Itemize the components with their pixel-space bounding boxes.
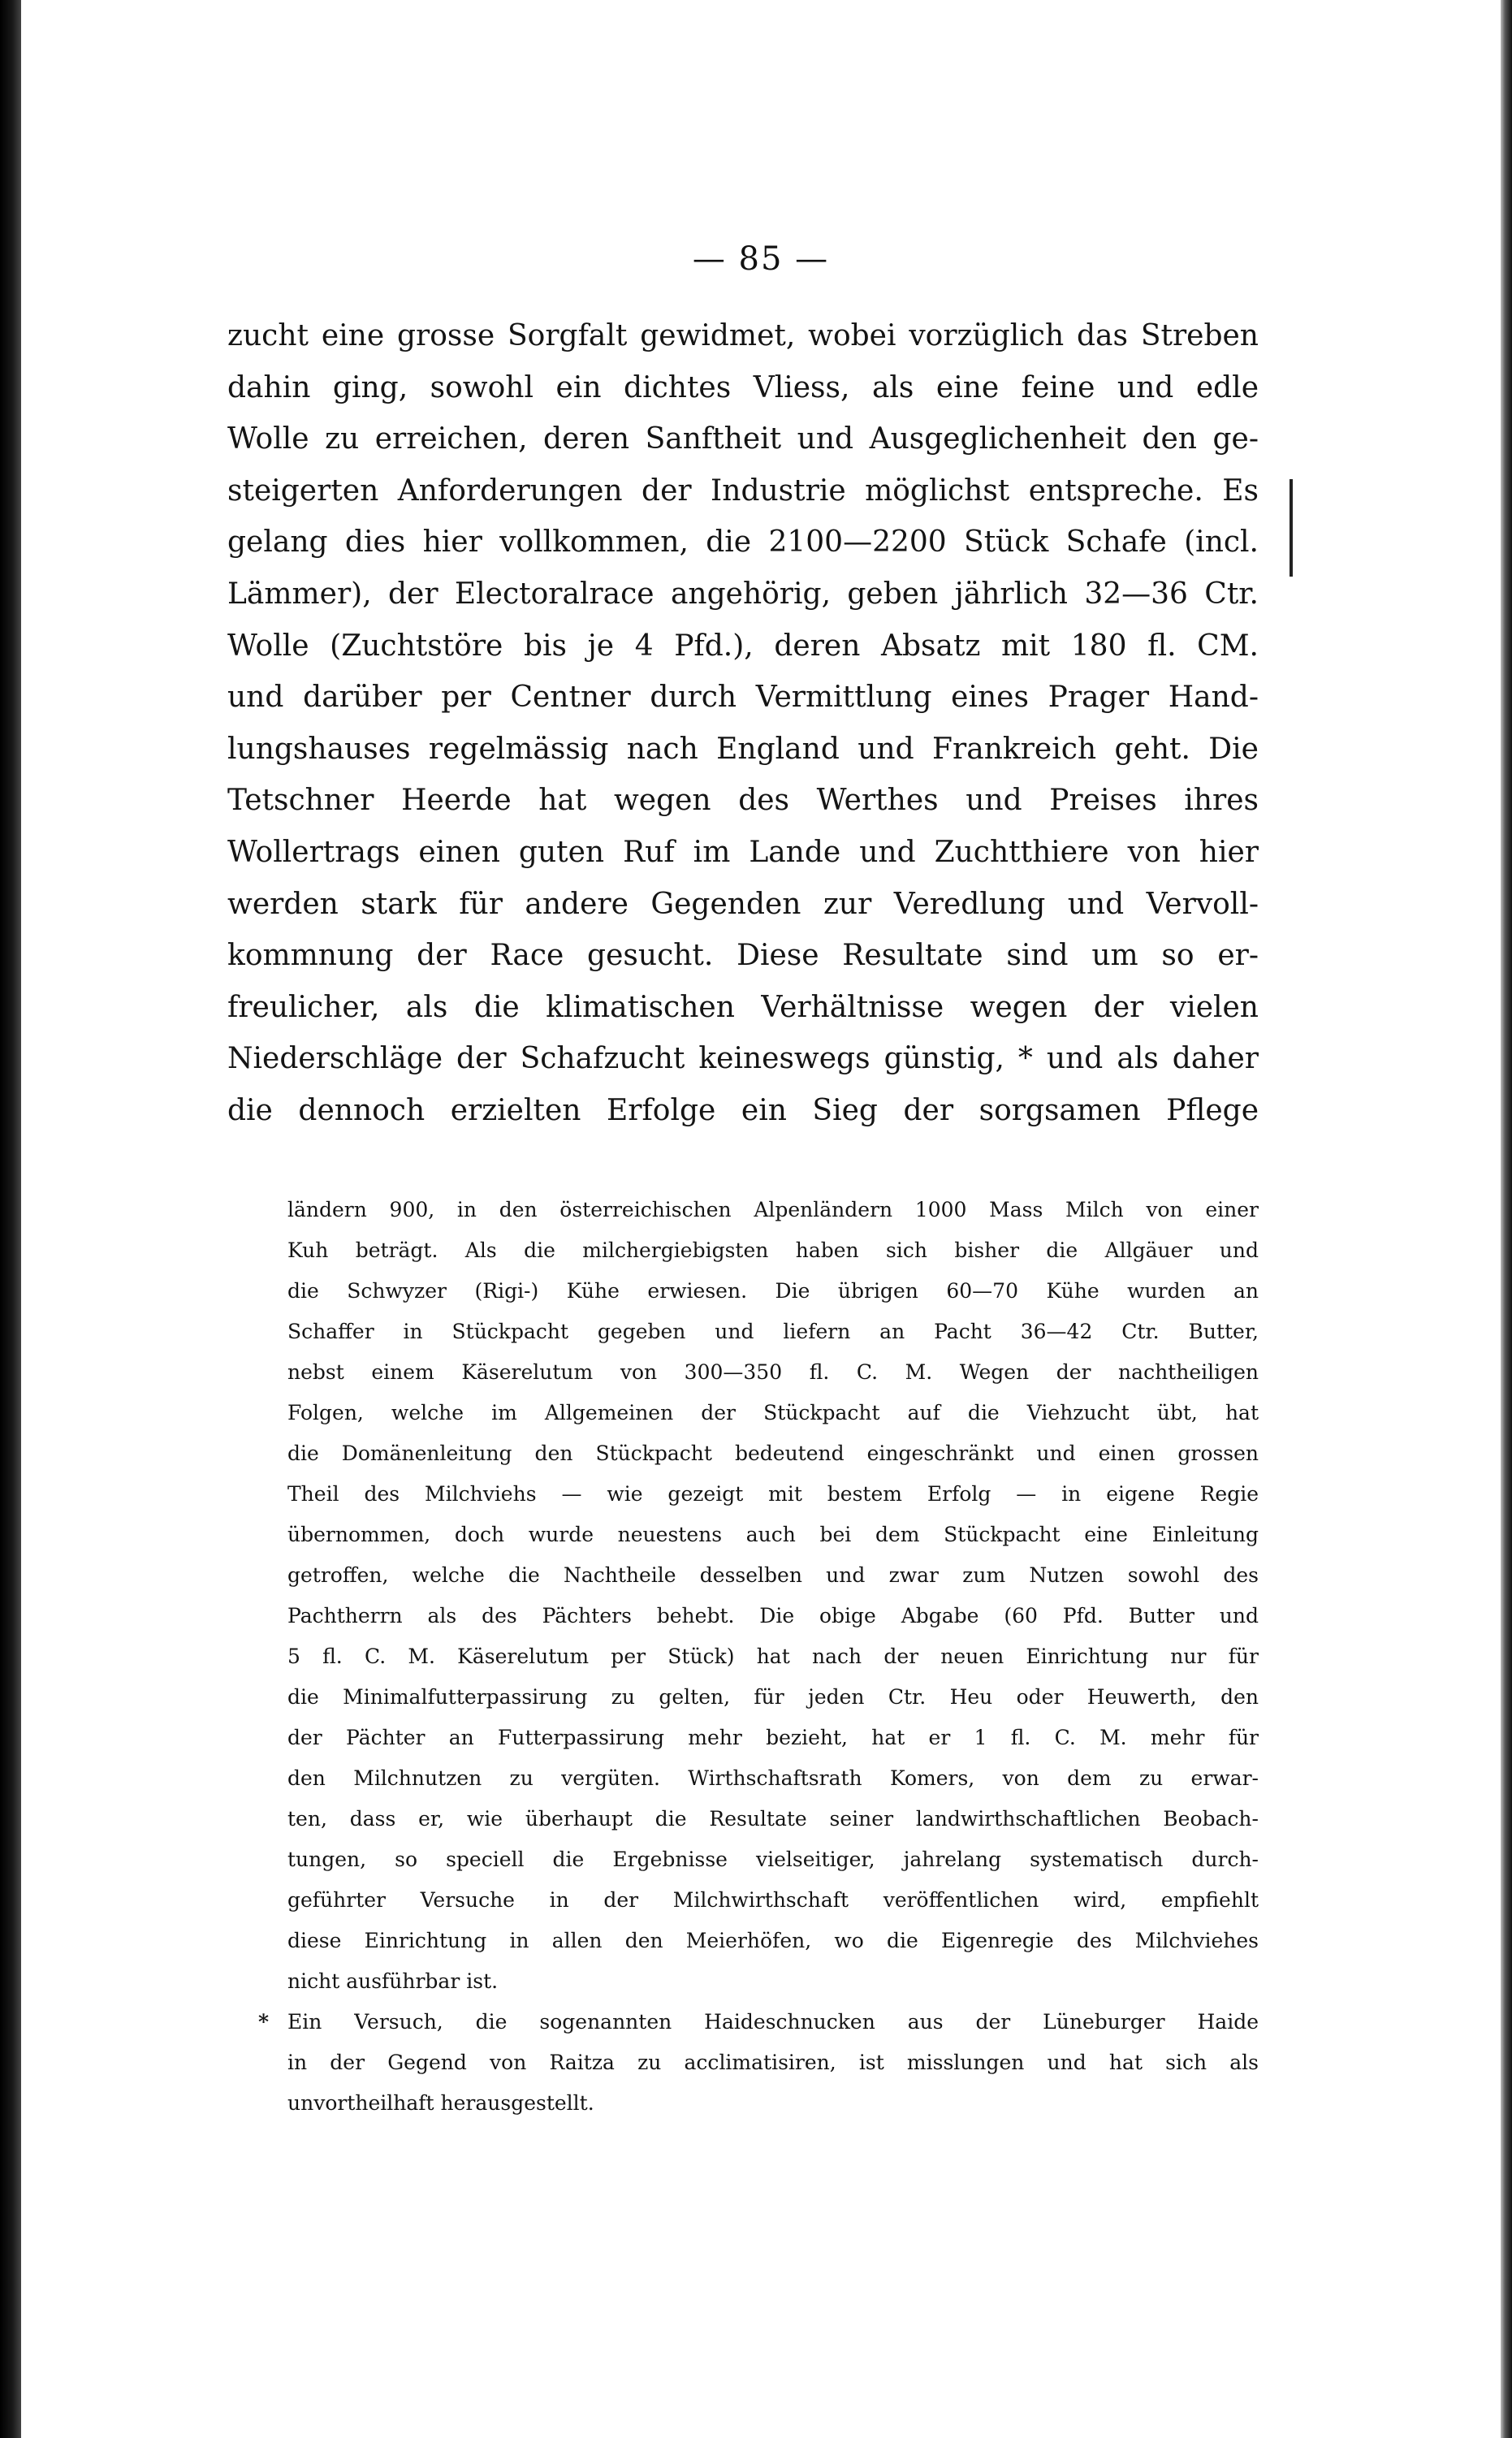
footnote-line: getroffen, welche die Nachtheile desselben und zwar zum Nutzen sowohl des [287,1563,1259,1587]
text-line: Lämmer), der Electoralrace angehörig, geben jährlich 32—36 Ctr. [227,577,1259,611]
binding-edge [0,0,21,2438]
footnote-line: Ein Versuch, die sogenannten Haideschnucken aus der Lüneburger Haide [287,2010,1259,2034]
footnote-line: die Minimalfutterpassirung zu gelten, für jeden Ctr. Heu oder Heuwerth, den [287,1685,1259,1709]
footnote-line: in der Gegend von Raitza zu acclimatisiren, ist misslungen und hat sich als [287,2051,1259,2074]
footnote-line: Pachtherrn als des Pächters behebt. Die obige Abgabe (60 Pfd. Butter und [287,1604,1259,1627]
text-line: die dennoch erzielten Erfolge ein Sieg der sorgsamen Pflege [227,1093,1259,1127]
text-line: Wolle (Zuchtstöre bis je 4 Pfd.), deren Absatz mit 180 fl. CM. [227,629,1259,663]
footnote-line: unvortheilhaft herausgestellt. [287,2091,594,2115]
footnote-line: diese Einrichtung in allen den Meierhöfen, wo die Eigenregie des Milchviehes [287,1929,1259,1952]
text-line: Wolle zu erreichen, deren Sanftheit und Ausgeglichenheit den ge- [227,422,1259,456]
footnote-line: die Domänenleitung den Stückpacht bedeutend eingeschränkt und einen grossen [287,1442,1259,1465]
footnote-line: Kuh beträgt. Als die milchergiebigsten haben sich bisher die Allgäuer und [287,1238,1259,1262]
footnote-line: ländern 900, in den österreichischen Alpenländern 1000 Mass Milch von einer [287,1198,1259,1221]
text-line: steigerten Anforderungen der Industrie möglichst entspreche. Es [227,473,1259,508]
footnote-continued [287,1190,1259,2002]
footnote-line: ten, dass er, wie überhaupt die Resultate seiner landwirthschaftlichen Beobach- [287,1807,1259,1831]
book-page [21,0,1501,2438]
margin-mark [1290,479,1293,577]
footnote-line: Schaffer in Stückpacht gegeben und liefern an Pacht 36—42 Ctr. Butter, [287,1320,1259,1343]
footnote-line: die Schwyzer (Rigi-) Kühe erwiesen. Die übrigen 60—70 Kühe wurden an [287,1279,1259,1303]
footnote-line: geführter Versuche in der Milchwirthschaft veröffentlichen wird, empfiehlt [287,1888,1259,1912]
text-line: Tetschner Heerde hat wegen des Werthes und Preises ihres [227,784,1259,818]
footnote-line: 5 fl. C. M. Käserelutum per Stück) hat nach der neuen Einrichtung nur für [287,1645,1259,1668]
main-text [227,310,1259,1137]
text-line: kommnung der Race gesucht. Diese Resultate sind um so er- [227,939,1259,973]
footnote-line: tungen, so speciell die Ergebnisse vielseitiger, jahrelang systematisch durch- [287,1848,1259,1871]
footnote-marker: * [258,2010,270,2034]
footnote-line: der Pächter an Futterpassirung mehr bezieht, hat er 1 fl. C. M. mehr für [287,1726,1259,1749]
footnote-line: übernommen, doch wurde neuestens auch bei dem Stückpacht eine Einleitung [287,1523,1259,1546]
text-line: lungshauses regelmässig nach England und Frankreich geht. Die [227,732,1259,766]
footnote-line: Folgen, welche im Allgemeinen der Stückpacht auf die Viehzucht übt, hat [287,1401,1259,1424]
text-line: werden stark für andere Gegenden zur Veredlung und Vervoll- [227,887,1259,921]
text-line: gelang dies hier vollkommen, die 2100—2200 Stück Schafe (incl. [227,525,1259,560]
text-line: freulicher, als die klimatischen Verhältnisse wegen der vielen [227,990,1259,1024]
footnote-line: Theil des Milchviehs — wie gezeigt mit bestem Erfolg — in eigene Regie [287,1482,1259,1506]
page-right-edge [1501,0,1512,2438]
footnote-line: den Milchnutzen zu vergüten. Wirthschaftsrath Komers, von dem zu erwar- [287,1766,1259,1790]
page-number: — 85 — [692,240,830,278]
text-line: zucht eine grosse Sorgfalt gewidmet, wobei vorzüglich das Streben [227,319,1259,352]
footnotes [258,1190,1259,2124]
text-line: Wollertrags einen guten Ruf im Lande und Zuchtthiere von hier [227,835,1259,869]
footnote-line: nebst einem Käserelutum von 300—350 fl. C. M. Wegen der nachtheiligen [287,1360,1259,1384]
text-line: Niederschläge der Schafzucht keineswegs günstig, * und als daher [227,1042,1259,1076]
footnote-star [258,2002,1259,2124]
text-line: und darüber per Centner durch Vermittlung eines Prager Hand- [227,681,1259,715]
footnote-line: nicht ausführbar ist. [287,1969,499,1993]
text-line: dahin ging, sowohl ein dichtes Vliess, als eine feine und edle [227,370,1259,404]
